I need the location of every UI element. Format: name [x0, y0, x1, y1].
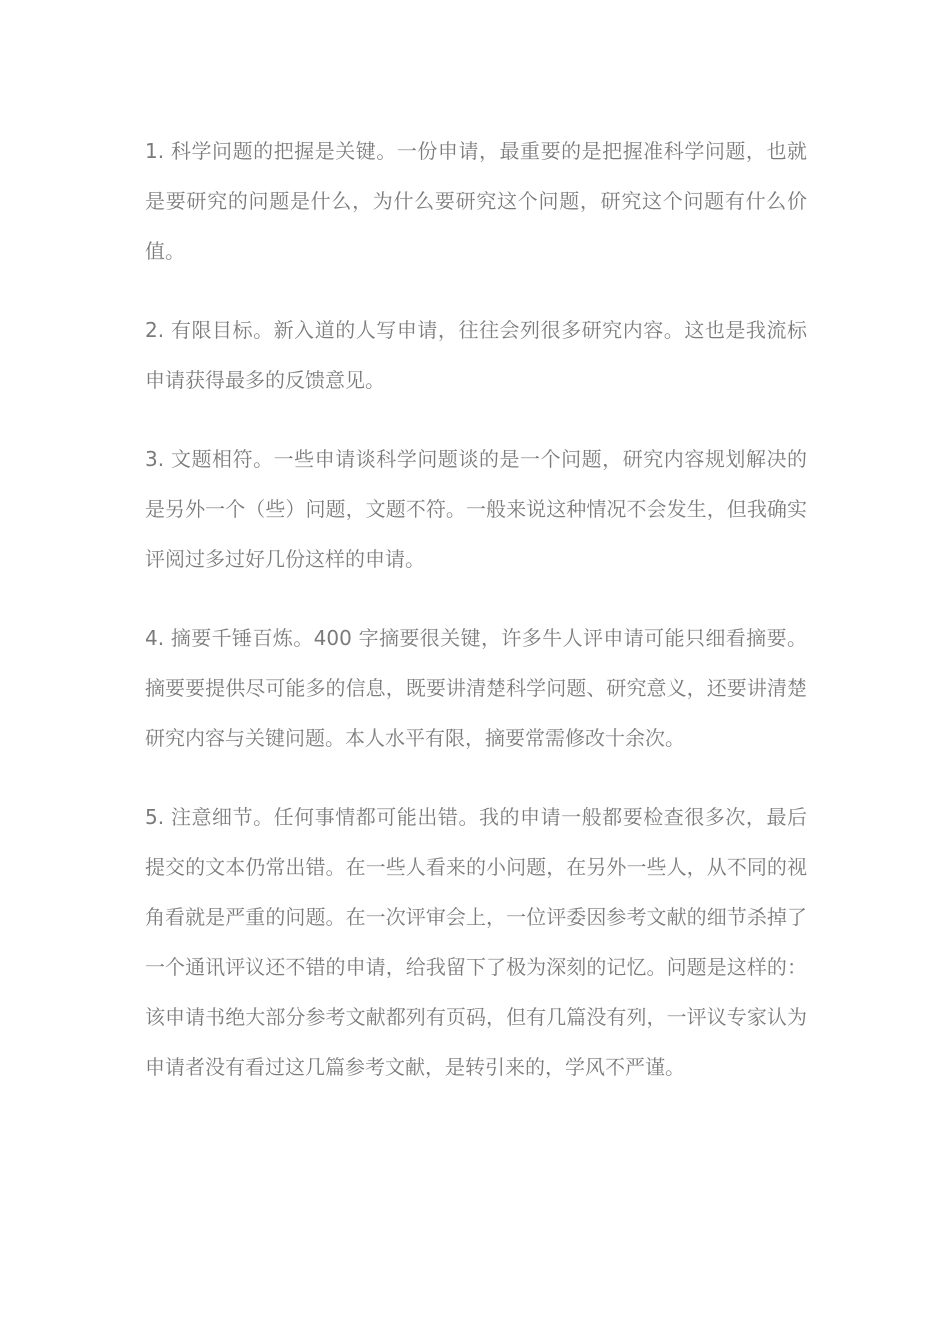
- paragraph-3: 3. 文题相符。一些申请谈科学问题谈的是一个问题，研究内容规划解决的是另外一个（些）问题，文题不符。一般来说这种情况不会发生，但我确实评阅过多过好几份这样的申请。: [145, 447, 807, 571]
- paragraph-2: 2. 有限目标。新入道的人写申请，往往会列很多研究内容。这也是我流标申请获得最多的反馈意见。: [145, 318, 807, 392]
- document-body: [145, 126, 807, 1120]
- paragraph-1: 1. 科学问题的把握是关键。一份申请，最重要的是把握准科学问题，也就是要研究的问题是什么，为什么要研究这个问题，研究这个问题有什么价值。: [145, 139, 807, 263]
- paragraph-5: 5. 注意细节。任何事情都可能出错。我的申请一般都要检查很多次，最后提交的文本仍常出错。在一些人看来的小问题，在另外一些人，从不同的视角看就是严重的问题。在一次评审会上，一位评委因参考文献的细节杀掉了一个通讯评议还不错的申请，给我留下了极为深刻的记忆。问题是这样的：该申请书绝大部分参考文献都列有页码，但有几篇没有列，一评议专家认为申请者没有看过这几篇参考文献，是转引来的，学风不严谨。: [145, 805, 807, 1079]
- paragraph-4: 4. 摘要千锤百炼。400 字摘要很关键，许多牛人评申请可能只细看摘要。摘要要提供尽可能多的信息，既要讲清楚科学问题、研究意义，还要讲清楚研究内容与关键问题。本人水平有限，摘要常需修改十余次。: [145, 626, 807, 750]
